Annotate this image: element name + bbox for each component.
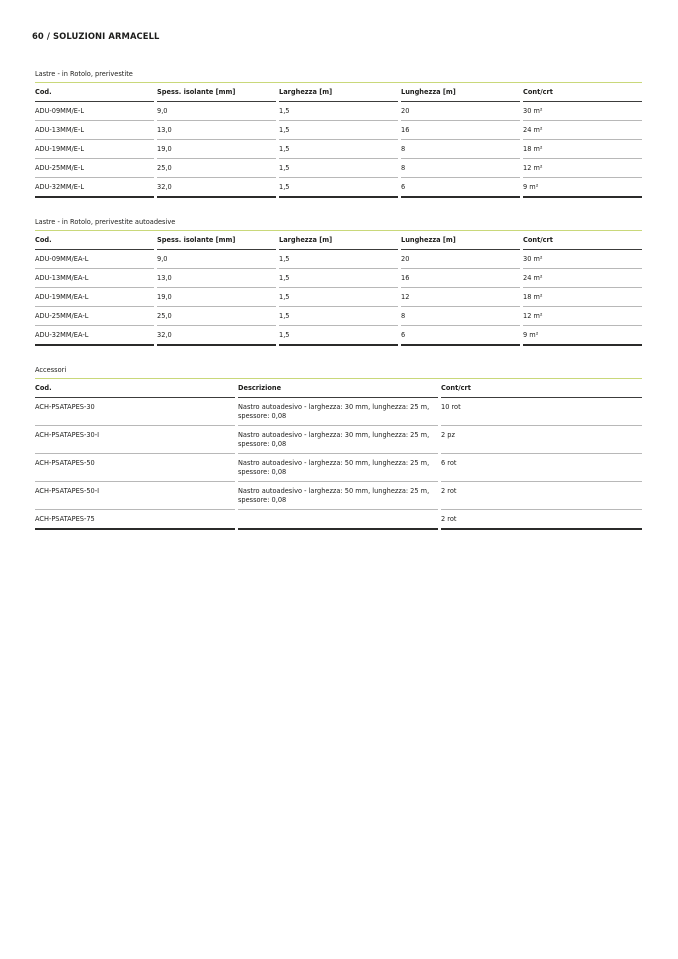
cell-cod: ADU-32MM/E-L — [35, 178, 154, 198]
section-accessori — [35, 366, 642, 530]
section-lastre-autoadesive — [35, 218, 642, 346]
cell-descrizione — [238, 510, 438, 530]
cell-spessore: 25,0 — [157, 159, 276, 178]
col-header-cont-crt: Cont/crt — [523, 231, 642, 250]
cell-cont-crt: 6 rot — [441, 454, 642, 482]
table-row — [35, 307, 642, 326]
cell-larghezza: 1,5 — [279, 288, 398, 307]
table-row — [35, 121, 642, 140]
cell-spessore: 32,0 — [157, 178, 276, 198]
cell-lunghezza: 8 — [401, 140, 520, 159]
cell-cod: ACH-PSATAPES-30-I — [35, 426, 235, 454]
cell-lunghezza: 8 — [401, 307, 520, 326]
cell-spessore: 19,0 — [157, 140, 276, 159]
col-header-lunghezza: Lunghezza [m] — [401, 231, 520, 250]
cell-descrizione: Nastro autoadesivo - larghezza: 30 mm, lunghezza: 25 m, spessore: 0,08 — [238, 398, 438, 426]
cell-spessore: 32,0 — [157, 326, 276, 346]
cell-cod: ADU-13MM/E-L — [35, 121, 154, 140]
page-header: 60 / SOLUZIONI ARMACELL — [32, 31, 160, 41]
cell-cod: ACH-PSATAPES-50 — [35, 454, 235, 482]
cell-spessore: 9,0 — [157, 102, 276, 121]
cell-cont-crt: 30 m² — [523, 102, 642, 121]
cell-cod: ACH-PSATAPES-50-I — [35, 482, 235, 510]
cell-cont-crt: 12 m² — [523, 307, 642, 326]
cell-spessore: 13,0 — [157, 121, 276, 140]
col-header-spessore: Spess. isolante [mm] — [157, 83, 276, 102]
table-row — [35, 159, 642, 178]
table-lastre-autoadesive — [35, 231, 642, 346]
cell-lunghezza: 6 — [401, 178, 520, 198]
col-header-spessore: Spess. isolante [mm] — [157, 231, 276, 250]
cell-cod: ADU-25MM/E-L — [35, 159, 154, 178]
cell-cont-crt: 2 rot — [441, 510, 642, 530]
cell-descrizione: Nastro autoadesivo - larghezza: 50 mm, lunghezza: 25 m, spessore: 0,08 — [238, 454, 438, 482]
cell-cont-crt: 10 rot — [441, 398, 642, 426]
cell-lunghezza: 8 — [401, 159, 520, 178]
col-header-cont-crt: Cont/crt — [523, 83, 642, 102]
table-row — [35, 250, 642, 269]
table-row — [35, 482, 642, 510]
cell-cont-crt: 12 m² — [523, 159, 642, 178]
cell-descrizione: Nastro autoadesivo - larghezza: 30 mm, lunghezza: 25 m, spessore: 0,08 — [238, 426, 438, 454]
cell-spessore: 25,0 — [157, 307, 276, 326]
section-title: Accessori — [35, 366, 642, 379]
cell-spessore: 19,0 — [157, 288, 276, 307]
cell-larghezza: 1,5 — [279, 159, 398, 178]
cell-spessore: 13,0 — [157, 269, 276, 288]
col-header-cod: Cod. — [35, 379, 235, 398]
table-row — [35, 454, 642, 482]
cell-larghezza: 1,5 — [279, 102, 398, 121]
cell-cont-crt: 18 m² — [523, 288, 642, 307]
table-row — [35, 510, 642, 530]
table-row — [35, 426, 642, 454]
table-row — [35, 326, 642, 346]
cell-larghezza: 1,5 — [279, 269, 398, 288]
section-title: Lastre - in Rotolo, prerivestite autoadesive — [35, 218, 642, 231]
cell-cont-crt: 9 m² — [523, 178, 642, 198]
col-header-larghezza: Larghezza [m] — [279, 231, 398, 250]
cell-cont-crt: 24 m² — [523, 121, 642, 140]
cell-cod: ADU-13MM/EA-L — [35, 269, 154, 288]
cell-lunghezza: 16 — [401, 121, 520, 140]
cell-cod: ACH-PSATAPES-75 — [35, 510, 235, 530]
cell-larghezza: 1,5 — [279, 121, 398, 140]
cell-larghezza: 1,5 — [279, 178, 398, 198]
table-row — [35, 140, 642, 159]
cell-lunghezza: 20 — [401, 102, 520, 121]
cell-larghezza: 1,5 — [279, 307, 398, 326]
col-header-larghezza: Larghezza [m] — [279, 83, 398, 102]
cell-cont-crt: 30 m² — [523, 250, 642, 269]
cell-cont-crt: 18 m² — [523, 140, 642, 159]
col-header-lunghezza: Lunghezza [m] — [401, 83, 520, 102]
table-row — [35, 269, 642, 288]
table-row — [35, 178, 642, 198]
cell-larghezza: 1,5 — [279, 140, 398, 159]
cell-descrizione: Nastro autoadesivo - larghezza: 50 mm, lunghezza: 25 m, spessore: 0,08 — [238, 482, 438, 510]
cell-cod: ADU-32MM/EA-L — [35, 326, 154, 346]
cell-lunghezza: 6 — [401, 326, 520, 346]
col-header-cod: Cod. — [35, 83, 154, 102]
cell-larghezza: 1,5 — [279, 326, 398, 346]
cell-cod: ADU-25MM/EA-L — [35, 307, 154, 326]
cell-cont-crt: 2 pz — [441, 426, 642, 454]
cell-cod: ADU-09MM/EA-L — [35, 250, 154, 269]
cell-cont-crt: 9 m² — [523, 326, 642, 346]
cell-cod: ACH-PSATAPES-30 — [35, 398, 235, 426]
table-row — [35, 102, 642, 121]
table-row — [35, 398, 642, 426]
table-lastre-prerivestite — [35, 83, 642, 198]
cell-larghezza: 1,5 — [279, 250, 398, 269]
cell-cod: ADU-19MM/EA-L — [35, 288, 154, 307]
col-header-descrizione: Descrizione — [238, 379, 438, 398]
cell-cont-crt: 24 m² — [523, 269, 642, 288]
cell-cod: ADU-19MM/E-L — [35, 140, 154, 159]
cell-cont-crt: 2 rot — [441, 482, 642, 510]
table-row — [35, 288, 642, 307]
cell-lunghezza: 12 — [401, 288, 520, 307]
cell-cod: ADU-09MM/E-L — [35, 102, 154, 121]
cell-spessore: 9,0 — [157, 250, 276, 269]
table-accessori — [35, 379, 642, 530]
col-header-cont-crt: Cont/crt — [441, 379, 642, 398]
section-title: Lastre - in Rotolo, prerivestite — [35, 70, 642, 83]
section-lastre-prerivestite — [35, 70, 642, 198]
cell-lunghezza: 16 — [401, 269, 520, 288]
col-header-cod: Cod. — [35, 231, 154, 250]
cell-lunghezza: 20 — [401, 250, 520, 269]
